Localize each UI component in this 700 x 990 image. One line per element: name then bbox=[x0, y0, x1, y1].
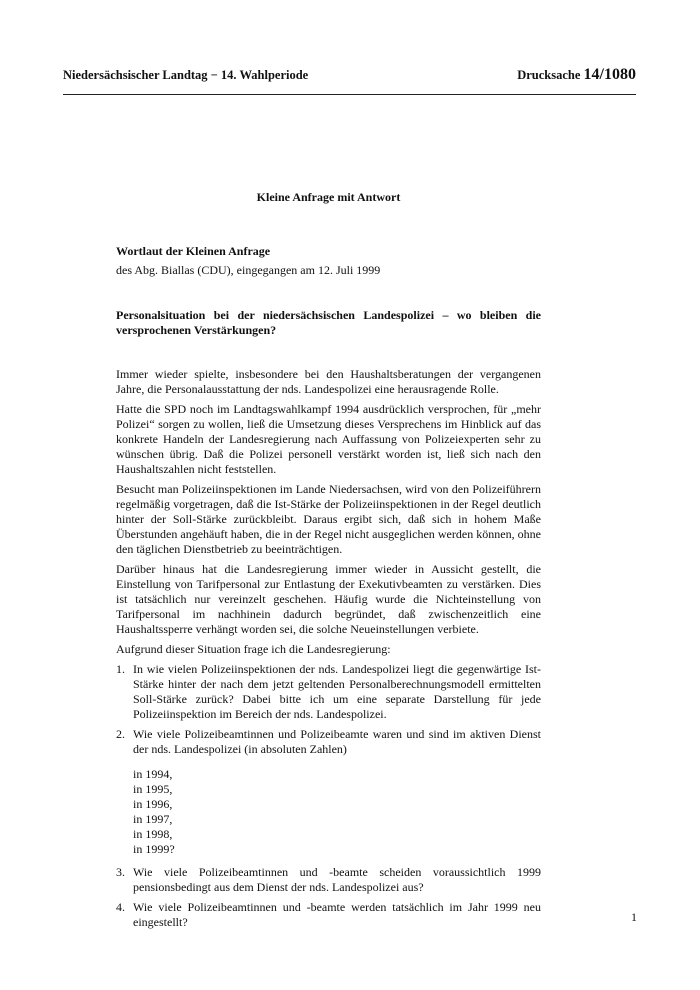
question-item bbox=[116, 727, 541, 757]
year-list bbox=[116, 767, 541, 857]
question-text: Wie viele Polizeibeamtinnen und Polizeibeamte waren und sind im aktiven Dienst der nds. Landespolizei (in absoluten Zahlen) bbox=[133, 727, 541, 756]
paragraph: Immer wieder spielte, insbesondere bei den Haushaltsberatungen der vergangenen Jahre, die Personalausstattung der nds. Landespolizei eine herausragende Rolle. bbox=[116, 367, 541, 396]
paragraph: Darüber hinaus hat die Landesregierung immer wieder in Aussicht gestellt, die Einstellung von Tarifpersonal zur Entlastung der Exekutivbeamten zu verstärken. Dies ist tatsächlich nur vereinzelt geschehen. Häufig wurde die Nichteinstellung von Tarifpersonal im nachhinein dadurch begründet, daß zwischenzeitlich eine Haushaltssperre verhängt worden sei, die solche Neueinstellungen verbiete. bbox=[116, 562, 541, 636]
paragraph: Aufgrund dieser Situation frage ich die Landesregierung: bbox=[116, 642, 391, 656]
question-item bbox=[116, 865, 541, 895]
section-heading: Wortlaut der Kleinen Anfrage bbox=[116, 244, 271, 258]
question-number: 2. bbox=[116, 727, 125, 741]
header-divider bbox=[63, 94, 636, 95]
document-body bbox=[116, 190, 541, 930]
paragraph: Besucht man Polizeiinspektionen im Lande Niedersachsen, wird von den Polizeiführern regelmäßig vorgetragen, daß die Ist-Stärke der Polizeiinspektionen in der Regel deutlich hinter der Soll-Stärke zurückbleibt. Daraus ergibt sich, daß sich in hohem Maße Überstunden angehäuft haben, die in der Regel nicht ausgeglichen werden können, ohne den täglichen Dienstbetrieb zu beeinträchtigen. bbox=[116, 482, 541, 556]
year-item: in 1996, bbox=[133, 797, 173, 811]
question-item bbox=[116, 662, 541, 722]
question-text: Wie viele Polizeibeamtinnen und -beamte scheiden voraussichtlich 1999 pensionsbedingt aus dem Dienst der nds. Landespolizei aus? bbox=[133, 865, 541, 894]
question-number: 3. bbox=[116, 865, 125, 879]
document-number-value: 14/1080 bbox=[583, 66, 636, 83]
page-header bbox=[63, 66, 636, 84]
question-item bbox=[116, 900, 541, 930]
year-item: in 1994, bbox=[133, 767, 173, 781]
paragraph: Hatte die SPD noch im Landtagswahlkampf 1994 ausdrücklich versprochen, für „mehr Polizei“ sorgen zu wollen, ließ die Umsetzung dieses Versprechens im Hinblick auf das konkrete Handeln der Landesregierung nach Auffassung von Polizeiexperten sehr zu wünschen übrig. Daß die Polizei personell verstärkt worden ist, ließ sich nach den Haushaltszahlen nicht feststellen. bbox=[116, 402, 541, 476]
year-item: in 1998, bbox=[133, 827, 173, 841]
document-title: Kleine Anfrage mit Antwort bbox=[256, 190, 401, 204]
year-item: in 1999? bbox=[133, 842, 175, 856]
question-title: Personalsituation bei der niedersächsischen Landespolizei – wo bleiben die versprochenen Verstärkungen? bbox=[116, 308, 541, 337]
question-number: 4. bbox=[116, 900, 125, 914]
question-list bbox=[116, 662, 541, 757]
question-number: 1. bbox=[116, 662, 125, 676]
parliament-title: Niedersächsischer Landtag − 14. Wahlperiode bbox=[63, 68, 309, 82]
question-text: Wie viele Polizeibeamtinnen und -beamte werden tatsächlich im Jahr 1999 neu eingestellt? bbox=[133, 900, 541, 929]
document-label: Drucksache bbox=[517, 68, 581, 82]
page-number: 1 bbox=[631, 910, 637, 924]
year-item: in 1995, bbox=[133, 782, 173, 796]
year-item: in 1997, bbox=[133, 812, 173, 826]
document-number bbox=[517, 66, 636, 84]
section-subline: des Abg. Biallas (CDU), eingegangen am 12. Juli 1999 bbox=[116, 263, 381, 277]
question-list bbox=[116, 865, 541, 930]
question-text: In wie vielen Polizeiinspektionen der nds. Landespolizei liegt die gegenwärtige Ist-Stärke hinter der nach dem jetzt geltenden Personalberechnungsmodell ermittelten Soll-Stärke zurück? Dabei bitte ich um eine separate Darstellung für jede Polizeiinspektion im Bereich der nds. Landespolizei. bbox=[133, 662, 541, 721]
